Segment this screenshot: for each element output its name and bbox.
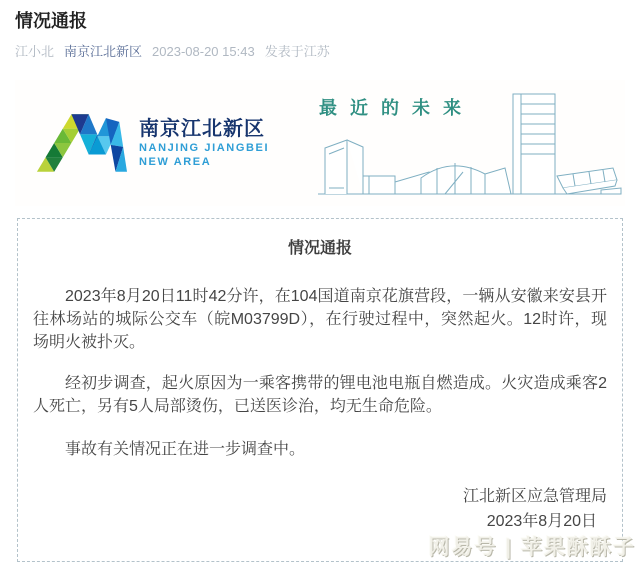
banner-right <box>317 82 623 204</box>
slogan-text: 最近的未来 <box>319 98 474 118</box>
org-logo-group <box>35 110 269 176</box>
org-name-cn: 南京江北新区 <box>139 118 265 140</box>
city-skyline-illustration-icon <box>317 90 623 202</box>
issue-date: 2023年8月20日 <box>486 513 597 530</box>
org-name-en-line2: NEW AREA <box>139 156 212 168</box>
notice-paragraph: 经初步调查，起火原因为一乘客携带的锂电池电瓶自燃造成。火灾造成乘客2人死亡，另有5人局部烫伤，已送医诊治，均无生命危险。 <box>33 375 607 415</box>
org-name-en-line1: NANJING JIANGBEI <box>139 142 270 154</box>
article-meta <box>15 44 625 60</box>
notice-paragraph: 事故有关情况正在进一步调查中。 <box>65 441 306 458</box>
author-name: 江小北 <box>15 44 55 59</box>
jiangbei-new-area-logo-icon <box>35 110 127 176</box>
notice-paragraph: 2023年8月20日11时42分许，在104国道南京花旗营段，一辆从安徽来安县开往林场站的城际公交车（皖M03799D），在行驶过程中，突然起火。12时许，现场明火被扑灭。 <box>33 288 607 351</box>
account-link[interactable]: 南京江北新区 <box>64 44 143 59</box>
publish-time: 2023-08-20 15:43 <box>152 44 255 59</box>
notice-box <box>17 218 623 562</box>
issuer-signature: 江北新区应急管理局 <box>462 488 607 505</box>
page-title: 情况通报 <box>15 11 87 31</box>
org-name-block <box>139 117 269 169</box>
watermark: 网易号 | 苹果酥酥子 <box>428 536 636 559</box>
notice-heading: 情况通报 <box>287 240 352 257</box>
banner-image <box>15 80 625 206</box>
publish-location: 发表于江苏 <box>264 44 330 59</box>
